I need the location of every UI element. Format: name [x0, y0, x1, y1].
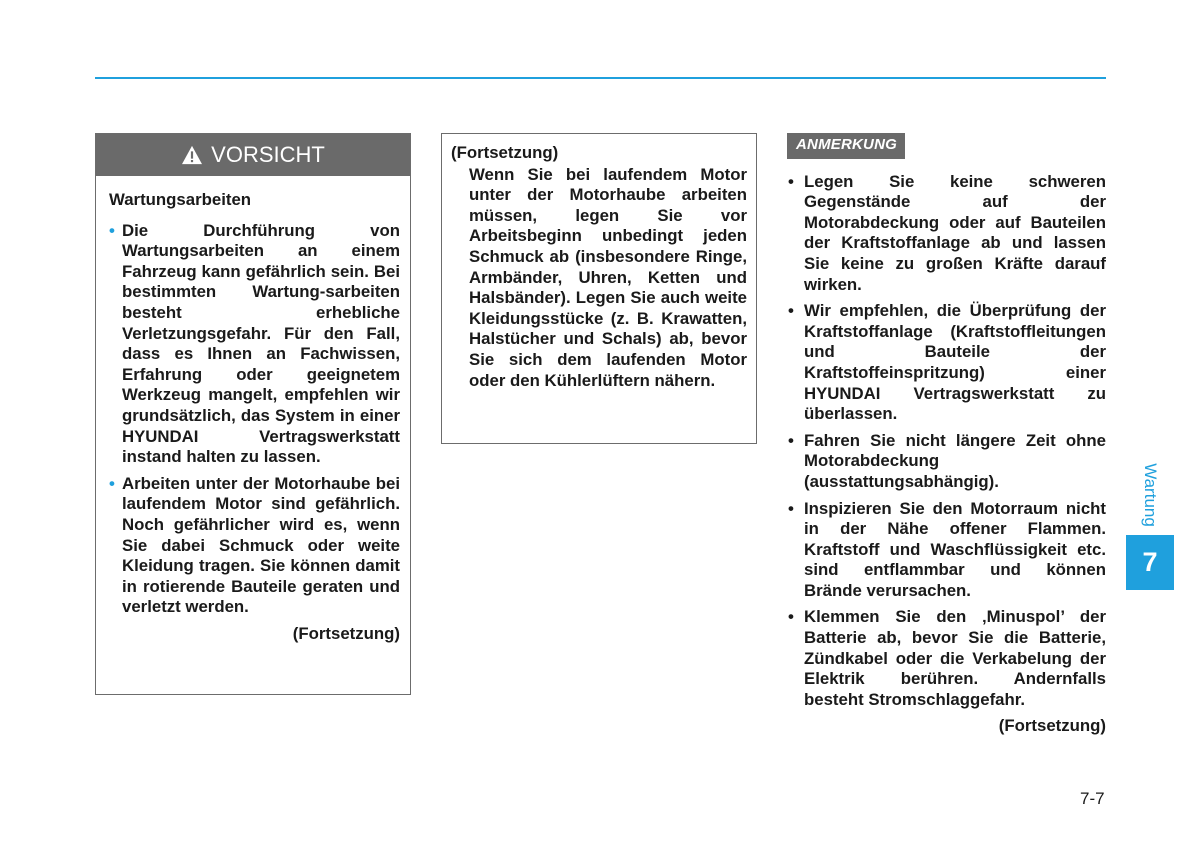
caution-body	[96, 176, 410, 644]
bullet-icon: •	[109, 473, 115, 493]
section-label-text: Wartung	[1141, 463, 1160, 527]
top-rule	[95, 77, 1106, 79]
note-column	[787, 133, 1106, 737]
caution-item-text: Die Durchführung von Wartungsarbeiten an einem Fahrzeug kann gefährlich sein. Bei bestimmten Wartung-sarbeiten besteht erhebliche Verletzungsgefahr. Für den Fall, dass es Ihnen an Fachwissen, Erfahrung oder geeignetem Werkzeug mangelt, empfehlen wir grundsätzlich, das System in einer HYUNDAI Vertragswerkstatt instand halten zu lassen.	[122, 220, 400, 467]
caution-item-text: Arbeiten unter der Motorhaube bei laufendem Motor sind gefährlich. Noch gefährlicher wird es, wenn Sie dabei Schmuck oder weite Kleidung tragen. Sie können damit in rotierende Bauteile geraten und verletzt werden.	[122, 473, 400, 617]
warning-triangle-icon	[181, 145, 203, 165]
section-label	[1126, 455, 1174, 535]
note-item-text: Inspizieren Sie den Motorraum nicht in der Nähe offener Flammen. Kraftstoff und Waschflüssigkeit etc. sind entflammbar und können Brände verursachen.	[804, 498, 1106, 600]
note-item-text: Klemmen Sie den ‚Minuspol’ der Batterie ab, bevor Sie die Batterie, Zündkabel oder die Verkabelung der Elektrik berühren. Andernfalls besteht Stromschlaggefahr.	[804, 607, 1106, 709]
note-item	[787, 431, 1106, 493]
caution-list	[109, 221, 400, 618]
note-label: ANMERKUNG	[787, 133, 905, 159]
continuation-title: (Fortsetzung)	[451, 143, 559, 162]
bullet-icon: •	[788, 498, 794, 518]
caution-item	[109, 474, 400, 618]
caution-item	[109, 221, 400, 468]
bullet-icon: •	[788, 301, 794, 321]
caution-box	[95, 133, 411, 695]
caution-subtitle: Wartungsarbeiten	[109, 190, 252, 209]
note-item-text: Wir empfehlen, die Überprüfung der Kraftstoffanlage (Kraftstoffleitungen und Bauteile der Kraftstoffeinspritzung) einer HYUNDAI Vertragswerkstatt zu überlassen.	[804, 301, 1106, 424]
caution-header	[96, 134, 410, 176]
note-item	[787, 499, 1106, 602]
note-item	[787, 301, 1106, 425]
caution-continued: (Fortsetzung)	[292, 623, 400, 643]
caution-title: VORSICHT	[211, 142, 325, 167]
bullet-icon: •	[109, 220, 115, 240]
note-item-text: Fahren Sie nicht längere Zeit ohne Motorabdeckung (ausstattungsabhängig).	[804, 430, 1106, 491]
note-item-text: Legen Sie keine schweren Gegenstände auf der Motorabdeckung oder auf Bauteilen der Kraftstoffanlage ab und lassen Sie keine zu großen Kräfte darauf wirken.	[804, 171, 1106, 294]
bullet-icon: •	[788, 430, 794, 450]
note-item	[787, 607, 1106, 710]
note-continued: (Fortsetzung)	[998, 716, 1106, 736]
chapter-number: 7	[1142, 547, 1158, 577]
page-number: 7-7	[1080, 789, 1105, 808]
note-item	[787, 172, 1106, 296]
bullet-icon: •	[788, 607, 794, 627]
continuation-text: Wenn Sie bei laufendem Motor unter der Motorhaube arbeiten müssen, legen Sie vor Arbeitsbeginn unbedingt jeden Schmuck ab (insbesondere Ringe, Armbänder, Uhren, Ketten und Halsbänder). Legen Sie auch weite Kleidungsstücke (z. B. Krawatten, Halstücher und Schals) ab, bevor Sie sich dem laufenden Motor oder den Kühlerlüftern nähern.	[469, 164, 747, 390]
note-list	[787, 172, 1106, 711]
bullet-icon: •	[788, 171, 794, 191]
continuation-box	[441, 133, 757, 444]
chapter-tab	[1126, 535, 1174, 590]
